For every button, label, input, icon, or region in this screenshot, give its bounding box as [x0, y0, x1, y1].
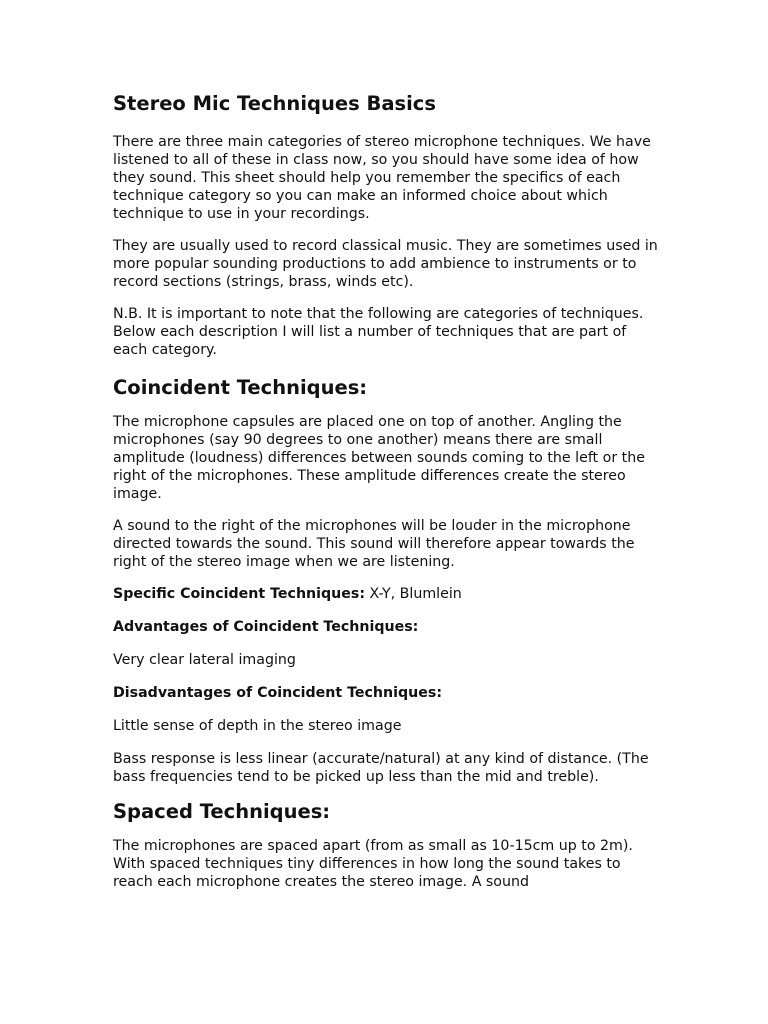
disadvantage-item-2: Bass response is less linear (accurate/natural) at any kind of distance. (The bass frequencies tend to be picked up less than the mid and treble).	[113, 751, 649, 785]
specific-coincident-value: X-Y, Blumlein	[365, 586, 462, 602]
intro-paragraph-2: They are usually used to record classical music. They are sometimes used in more popular sounding productions to add ambience to instruments or to record sections (strings, brass, winds etc).	[113, 238, 658, 290]
disadvantage-item-1: Little sense of depth in the stereo image	[113, 718, 402, 734]
specific-coincident-line	[113, 585, 658, 603]
intro-paragraph-1: There are three main categories of stereo microphone techniques. We have listened to all of these in class now, so you should have some idea of how they sound. This sheet should help you remember the specifics of each technique category so you can make an informed choice about which technique to use in your recordings.	[113, 134, 651, 222]
specific-coincident-label: Specific Coincident Techniques:	[113, 586, 366, 602]
disadvantages-heading: Disadvantages of Coincident Techniques:	[113, 685, 442, 701]
coincident-paragraph-2: A sound to the right of the microphones will be louder in the microphone directed towards the sound. This sound will therefore appear towards the right of the stereo image when we are listening.	[113, 518, 635, 570]
document-page	[113, 90, 658, 905]
advantage-item: Very clear lateral imaging	[113, 652, 296, 668]
coincident-heading: Coincident Techniques:	[113, 376, 368, 399]
intro-paragraph-3: N.B. It is important to note that the following are categories of techniques. Below each description I will list a number of techniques that are part of each category.	[113, 306, 644, 358]
advantages-heading: Advantages of Coincident Techniques:	[113, 619, 419, 635]
spaced-heading: Spaced Techniques:	[113, 800, 331, 823]
coincident-paragraph-1: The microphone capsules are placed one on top of another. Angling the microphones (say 90 degrees to one another) means there are small amplitude (loudness) differences between sounds coming to the left or the right of the microphones. These amplitude differences create the stereo image.	[113, 414, 645, 502]
spaced-paragraph-1: The microphones are spaced apart (from as small as 10-15cm up to 2m). With spaced techniques tiny differences in how long the sound takes to reach each microphone creates the stereo image. A sound	[113, 838, 633, 890]
document-title: Stereo Mic Techniques Basics	[113, 92, 436, 115]
